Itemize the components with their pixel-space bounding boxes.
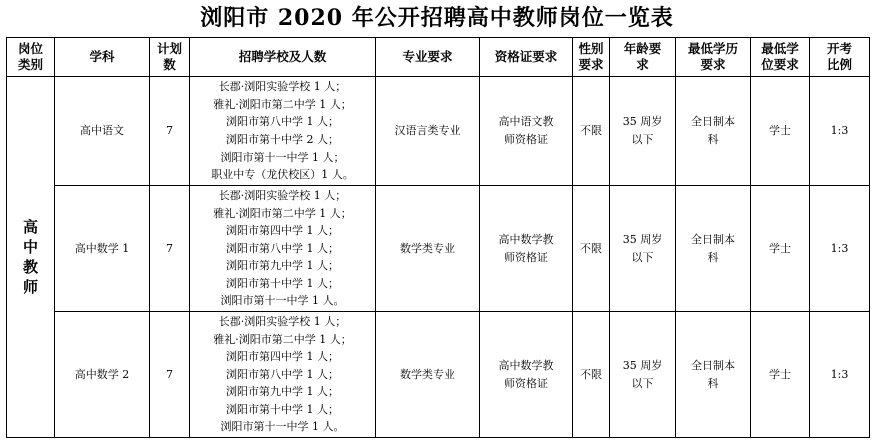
header-plan: 计划 数	[150, 38, 190, 77]
header-cert: 资格证要求	[480, 38, 573, 77]
header-gender: 性别 要求	[573, 38, 610, 77]
education-cell: 全日制本 科	[676, 186, 751, 312]
education-cell: 全日制本 科	[676, 312, 751, 438]
age-cell: 35 周岁 以下	[610, 186, 676, 312]
plan-cell: 7	[150, 186, 190, 312]
ratio-cell: 1:3	[810, 186, 870, 312]
header-degree: 最低学 位要求	[751, 38, 810, 77]
table-row	[7, 77, 870, 186]
header-subject: 学科	[55, 38, 150, 77]
major-cell: 汉语言类专业	[376, 77, 480, 186]
cert-cell: 高中数学教 师资格证	[480, 186, 573, 312]
age-cell: 35 周岁 以下	[610, 312, 676, 438]
degree-cell: 学士	[751, 186, 810, 312]
schools-cell: 长郡·浏阳实验学校 1 人； 雅礼·浏阳市第二中学 1 人； 浏阳市第四中学 1 人； 浏阳市第八中学 1 人； 浏阳市第九中学 1 人； 浏阳市第十中学 1 人； 浏阳市第十一中学 1 人。	[190, 312, 376, 438]
gender-cell: 不限	[573, 77, 610, 186]
subject-cell: 高中数学 1	[55, 186, 150, 312]
header-ratio: 开考 比例	[810, 38, 870, 77]
ratio-cell: 1:3	[810, 77, 870, 186]
header-schools: 招聘学校及人数	[190, 38, 376, 77]
cert-cell: 高中语文教 师资格证	[480, 77, 573, 186]
table-row	[7, 312, 870, 438]
table-row	[7, 186, 870, 312]
education-cell: 全日制本 科	[676, 77, 751, 186]
degree-cell: 学士	[751, 312, 810, 438]
plan-cell: 7	[150, 77, 190, 186]
category-cell: 高 中 教 师	[7, 77, 55, 438]
header-age: 年龄要 求	[610, 38, 676, 77]
subject-cell: 高中语文	[55, 77, 150, 186]
header-row	[7, 38, 870, 77]
age-cell: 35 周岁 以下	[610, 77, 676, 186]
major-cell: 数学类专业	[376, 186, 480, 312]
header-category: 岗位 类别	[7, 38, 55, 77]
major-cell: 数学类专业	[376, 312, 480, 438]
subject-cell: 高中数学 2	[55, 312, 150, 438]
cert-cell: 高中数学教 师资格证	[480, 312, 573, 438]
header-major: 专业要求	[376, 38, 480, 77]
positions-table	[6, 37, 870, 438]
schools-cell: 长郡·浏阳实验学校 1 人； 雅礼·浏阳市第二中学 1 人； 浏阳市第四中学 1 人； 浏阳市第八中学 1 人； 浏阳市第九中学 1 人； 浏阳市第十中学 1 人； 浏阳市第十一中学 1 人。	[190, 186, 376, 312]
gender-cell: 不限	[573, 186, 610, 312]
page-title: 浏阳市 2020 年公开招聘高中教师岗位一览表	[200, 5, 674, 31]
schools-cell: 长郡·浏阳实验学校 1 人； 雅礼·浏阳市第二中学 1 人； 浏阳市第八中学 1 人； 浏阳市第十中学 2 人； 浏阳市第十一中学 1 人； 职业中专（龙伏校区）1 人。	[190, 77, 376, 186]
plan-cell: 7	[150, 312, 190, 438]
gender-cell: 不限	[573, 312, 610, 438]
degree-cell: 学士	[751, 77, 810, 186]
ratio-cell: 1:3	[810, 312, 870, 438]
header-education: 最低学历 要求	[676, 38, 751, 77]
